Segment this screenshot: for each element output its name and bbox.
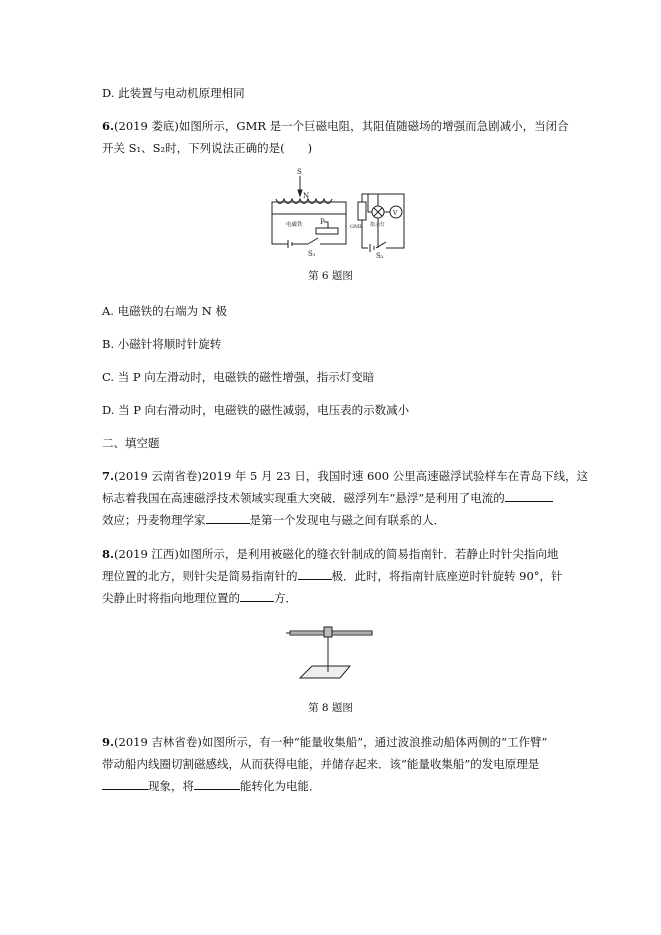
q7-text-3a: 效应；丹麦物理学家 bbox=[102, 513, 206, 527]
q7-line-3 bbox=[102, 511, 445, 529]
q8-compass-figure bbox=[286, 622, 376, 688]
q6-option-a: A. 电磁铁的右端为 N 极 bbox=[102, 304, 227, 318]
q8-line-1 bbox=[102, 545, 558, 563]
q6-circuit-figure bbox=[258, 166, 408, 260]
label-core: 电磁铁 bbox=[286, 222, 303, 228]
needle-holder bbox=[324, 627, 332, 637]
q8-text-2b: 极．此时，将指南针底座逆时针旋转 90°，针 bbox=[331, 569, 563, 583]
q6-text-1: (2019 娄底)如图所示，GMR 是一个巨磁电阻，其阻值随磁场的增强而急剧减小，当闭合 bbox=[114, 119, 569, 133]
q6-number: 6. bbox=[102, 119, 115, 133]
q6-figure-caption: 第 6 题图 bbox=[308, 270, 353, 282]
label-s1: S₁ bbox=[308, 250, 316, 258]
q9-line-3 bbox=[102, 777, 321, 795]
compass-base bbox=[300, 666, 350, 678]
answer-blank[interactable] bbox=[505, 489, 553, 502]
q9-line-1 bbox=[102, 733, 547, 751]
electromagnet-core bbox=[272, 202, 346, 214]
label-gmr: GMR bbox=[350, 224, 363, 230]
answer-blank[interactable] bbox=[240, 589, 274, 602]
q6-option-b: B. 小磁针将顺时针旋转 bbox=[102, 337, 222, 351]
q8-line-2 bbox=[102, 567, 563, 585]
q8-text-1: (2019 江西)如图所示，是利用被磁化的缝衣针制成的简易指南针．若静止时针尖指向地 bbox=[114, 547, 559, 561]
section-title: 二、填空题 bbox=[102, 436, 160, 450]
q7-line-2 bbox=[102, 489, 553, 507]
answer-blank[interactable] bbox=[102, 777, 148, 790]
q6-option-d: D. 当 P 向右滑动时，电磁铁的磁性减弱，电压表的示数减小 bbox=[102, 403, 410, 417]
q9-line-2: 带动船内线圈切割磁感线，从而获得电能，并储存起来．该“能量收集船”的发电原理是 bbox=[102, 757, 540, 771]
q8-text-3b: 方． bbox=[274, 591, 297, 605]
answer-blank[interactable] bbox=[194, 777, 240, 790]
q7-text-1: (2019 云南省卷)2019 年 5 月 23 日，我国时速 600 公里高速磁浮试验样车在青岛下线，这 bbox=[114, 469, 589, 483]
q9-text-1: (2019 吉林省卷)如图所示，有一种“能量收集船”，通过波浪推动船体两侧的“工作臂” bbox=[114, 735, 548, 749]
q8-number: 8. bbox=[102, 547, 115, 561]
q7-text-3b: 是第一个发现电与磁之间有联系的人． bbox=[249, 513, 445, 527]
q9-text-3a: 现象，将 bbox=[148, 779, 194, 793]
q9-text-3b: 能转化为电能． bbox=[240, 779, 321, 793]
q6-option-c: C. 当 P 向左滑动时，电磁铁的磁性增强，指示灯变暗 bbox=[102, 370, 375, 384]
q8-line-3 bbox=[102, 589, 297, 607]
q8-text-3a: 尖静止时将指向地理位置的 bbox=[102, 591, 240, 605]
label-s: S bbox=[297, 168, 302, 176]
q5-option-d: D. 此装置与电动机原理相同 bbox=[102, 86, 245, 100]
label-s2: S₂ bbox=[376, 252, 384, 260]
q8-text-2a: 理位置的北方，则针尖是简易指南针的 bbox=[102, 569, 298, 583]
answer-blank[interactable] bbox=[206, 511, 250, 524]
q7-text-2: 标志着我国在高速磁浮技术领域实现重大突破．磁浮列车“悬浮”是利用了电流的 bbox=[102, 491, 505, 505]
label-indicator: 指示灯 bbox=[370, 222, 386, 228]
label-v: V bbox=[393, 210, 398, 217]
label-p: P bbox=[320, 218, 325, 226]
answer-blank[interactable] bbox=[298, 567, 332, 580]
compass-needle-tip bbox=[298, 190, 302, 196]
q6-line-1 bbox=[102, 117, 569, 135]
label-n: N bbox=[303, 192, 310, 200]
q7-line-1 bbox=[102, 467, 588, 485]
q7-number: 7. bbox=[102, 469, 115, 483]
q8-figure-caption: 第 8 题图 bbox=[308, 702, 353, 714]
switch-s1-lever bbox=[308, 238, 318, 244]
gmr-resistor bbox=[358, 202, 366, 220]
q9-number: 9. bbox=[102, 735, 115, 749]
q6-line-2: 开关 S₁、S₂时，下列说法正确的是( ) bbox=[102, 141, 313, 155]
